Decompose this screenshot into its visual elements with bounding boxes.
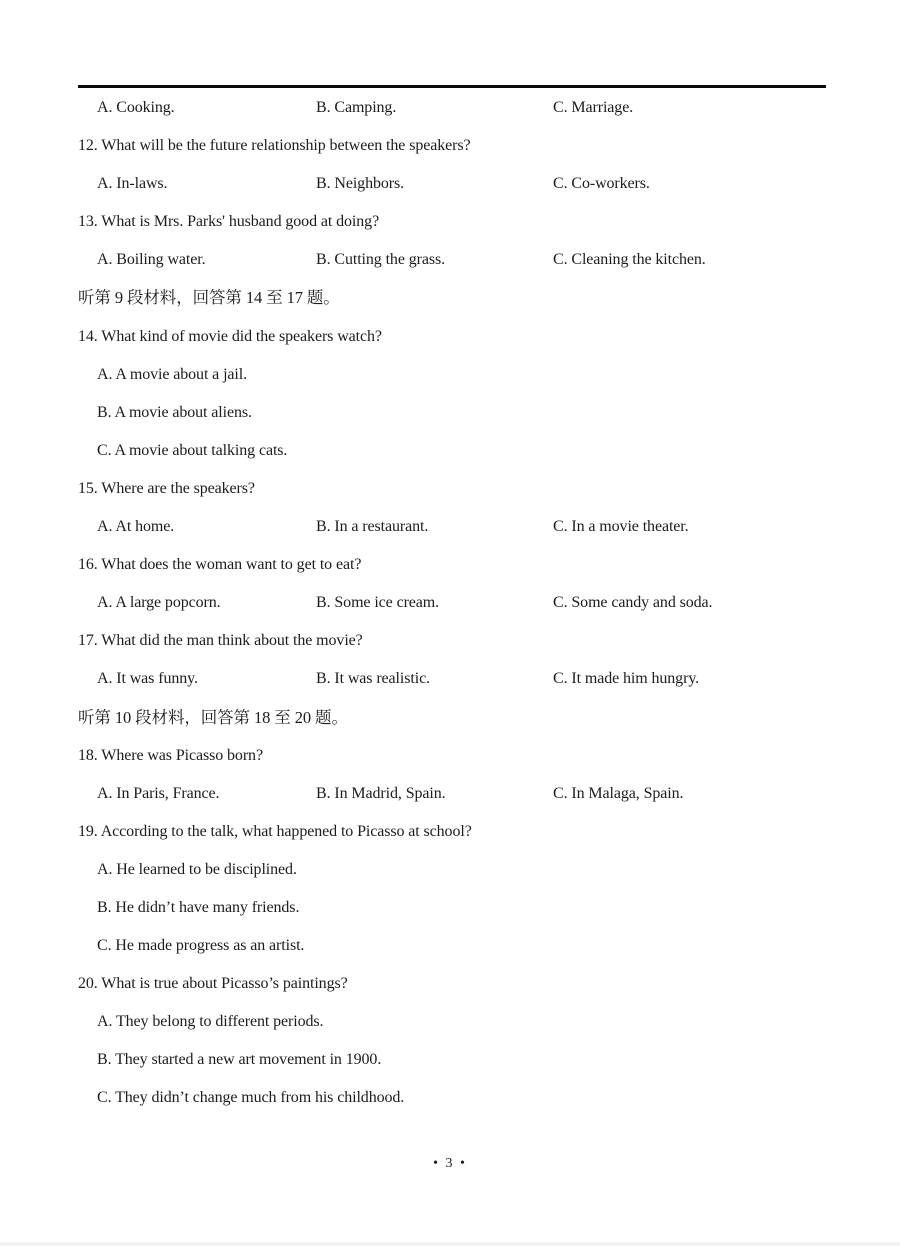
question-list [78,89,838,1118]
section-header-dialog-10: 听第 10 段材料，回答第 18 至 20 题。 [78,707,348,727]
options-row-q12 [78,165,838,203]
option-17-c: C. It made him hungry. [553,670,700,688]
option-16-a: A. A large popcorn. [97,594,221,612]
option-17-b: B. It was realistic. [316,670,430,688]
option-11-c: C. Marriage. [553,99,634,116]
option-20-c: C. They didn’t change much from his childhood. [97,1089,405,1107]
options-row-q11 [78,89,838,127]
option-16-c: C. Some candy and soda. [553,594,713,612]
option-12-b: B. Neighbors. [316,175,405,193]
option-11-b: B. Camping. [316,99,397,116]
options-row-q15 [78,508,838,546]
question-18: 18. Where was Picasso born? [78,746,263,764]
options-row-q17 [78,660,838,698]
option-14-a: A. A movie about a jail. [97,365,248,383]
option-18-a: A. In Paris, France. [97,784,220,802]
question-16: 16. What does the woman want to get to eat? [78,556,362,574]
option-20-a: A. They belong to different periods. [97,1013,324,1031]
question-17: 17. What did the man think about the movie? [78,632,363,650]
option-16-b: B. Some ice cream. [316,594,440,612]
question-15: 15. Where are the speakers? [78,479,255,497]
options-row-q16 [78,584,838,622]
option-19-b: B. He didn’t have many friends. [97,898,300,916]
question-14: 14. What kind of movie did the speakers watch? [78,327,382,345]
page-divider-line [78,85,826,88]
option-15-c: C. In a movie theater. [553,518,689,536]
question-13: 13. What is Mrs. Parks' husband good at doing? [78,213,380,231]
question-19: 19. According to the talk, what happened to Picasso at school? [78,822,472,840]
options-row-q13 [78,241,838,279]
option-15-a: A. At home. [97,518,175,536]
option-14-b: B. A movie about aliens. [97,403,252,421]
option-20-b: B. They started a new art movement in 1900. [97,1051,382,1069]
option-12-a: A. In-laws. [97,175,168,193]
option-13-a: A. Boiling water. [97,251,206,269]
option-18-c: C. In Malaga, Spain. [553,784,684,802]
question-12: 12. What will be the future relationship between the speakers? [78,137,471,155]
option-13-c: C. Cleaning the kitchen. [553,251,706,269]
question-20: 20. What is true about Picasso’s paintings? [78,975,348,993]
option-18-b: B. In Madrid, Spain. [316,784,446,802]
option-19-c: C. He made progress as an artist. [97,937,305,955]
option-11-a: A. Cooking. [97,99,175,116]
option-17-a: A. It was funny. [97,670,198,688]
option-13-b: B. Cutting the grass. [316,251,446,269]
options-row-q18 [78,775,838,813]
option-15-b: B. In a restaurant. [316,518,429,536]
option-19-a: A. He learned to be disciplined. [97,860,297,878]
page-number: • 3 • [433,1156,467,1171]
page-bottom-edge [0,1242,900,1246]
option-12-c: C. Co-workers. [553,175,650,193]
section-header-dialog-9: 听第 9 段材料，回答第 14 至 17 题。 [78,288,340,308]
option-14-c: C. A movie about talking cats. [97,441,288,459]
